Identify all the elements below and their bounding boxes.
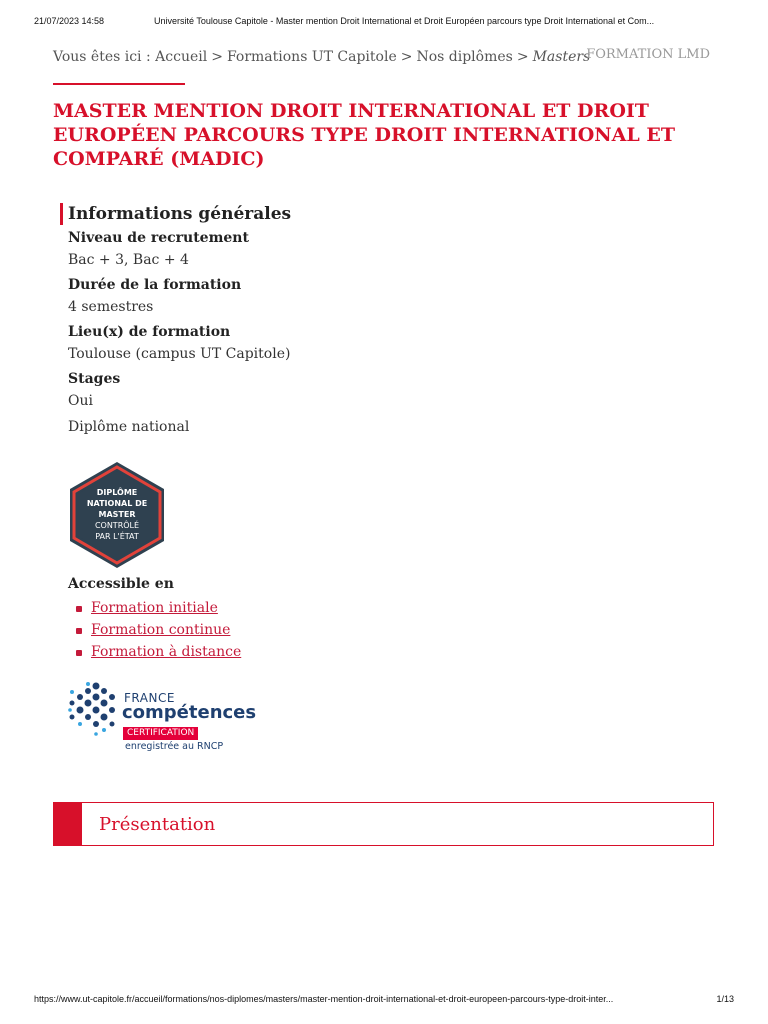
national-master-badge-icon xyxy=(67,460,167,570)
fc-rncp-text: enregistrée au RNCP xyxy=(125,741,224,752)
page-title: MASTER MENTION DROIT INTERNATIONAL ET DROIT EUROPÉEN PARCOURS TYPE DROIT INTERNATIONAL ET COMPARÉ (MADIC) xyxy=(53,100,675,170)
breadcrumb-separator: > xyxy=(211,49,223,65)
fc-word-france: FRANCE xyxy=(124,691,175,705)
field-value: Oui xyxy=(68,393,93,409)
page-number: 1/13 xyxy=(716,994,734,1004)
list-item xyxy=(68,597,241,619)
breadcrumb-item-formations[interactable]: Formations UT Capitole xyxy=(226,49,397,65)
field-label: Lieu(x) de formation xyxy=(68,324,231,340)
breadcrumb xyxy=(53,49,590,65)
print-url: https://www.ut-capitole.fr/accueil/formations/nos-diplomes/masters/master-mention-droit-international-et-droit-europeen-parcours-type-droit-inter... xyxy=(34,994,614,1004)
badge-text-line3: MASTER xyxy=(98,510,136,519)
fc-certification-badge: CERTIFICATION xyxy=(123,727,198,740)
print-title: Université Toulouse Capitole - Master mention Droit International et Droit Européen parcours type Droit International et Com... xyxy=(154,16,655,26)
field-internships xyxy=(68,370,708,410)
accessible-list xyxy=(68,597,241,663)
link-formation-distance[interactable]: Formation à distance xyxy=(91,644,242,660)
france-competences-dots-icon xyxy=(66,680,122,740)
presentation-section-toggle[interactable] xyxy=(53,802,714,846)
field-label: Niveau de recrutement xyxy=(68,230,249,246)
formation-lmd-tag: FORMATION LMD xyxy=(586,47,710,62)
field-value: Toulouse (campus UT Capitole) xyxy=(68,346,291,362)
field-location xyxy=(68,323,708,363)
breadcrumb-item-accueil[interactable]: Accueil xyxy=(155,49,208,65)
badge-text-line1: DIPLÔME xyxy=(96,488,138,497)
list-item xyxy=(68,619,241,641)
badge-text-line5: PAR L'ÉTAT xyxy=(95,532,139,541)
field-value: 4 semestres xyxy=(68,299,154,315)
field-duration xyxy=(68,276,708,316)
breadcrumb-current: Masters xyxy=(532,49,591,65)
accessible-heading: Accessible en xyxy=(68,576,174,592)
badge-text-line4: CONTRÔLÉ xyxy=(94,521,140,530)
field-recruitment-level xyxy=(68,229,708,269)
link-formation-continue[interactable]: Formation continue xyxy=(91,622,231,638)
fc-word-competences: compétences xyxy=(122,702,257,723)
badge-text-line2: NATIONAL DE xyxy=(86,499,148,508)
breadcrumb-separator: > xyxy=(516,49,529,65)
list-item xyxy=(68,641,241,663)
breadcrumb-prefix: Vous êtes ici : xyxy=(53,49,151,65)
field-value: Bac + 3, Bac + 4 xyxy=(68,252,189,268)
print-date: 21/07/2023 14:58 xyxy=(34,16,105,26)
national-diploma-text: Diplôme national xyxy=(68,419,190,435)
breadcrumb-separator: > xyxy=(400,49,413,65)
link-formation-initiale[interactable]: Formation initiale xyxy=(91,600,218,616)
breadcrumb-item-diplomes[interactable]: Nos diplômes xyxy=(416,49,513,65)
print-footer xyxy=(34,994,734,1008)
presentation-accent-bar xyxy=(54,803,82,845)
field-label: Stages xyxy=(68,371,121,387)
presentation-heading: Présentation xyxy=(99,814,216,835)
accessible-section xyxy=(68,575,241,663)
france-competences-logo xyxy=(66,680,276,756)
field-label: Durée de la formation xyxy=(68,277,242,293)
print-header xyxy=(34,16,734,30)
general-info-heading: Informations générales xyxy=(60,203,708,225)
general-info-section xyxy=(68,203,708,436)
breadcrumb-underline xyxy=(53,83,185,85)
